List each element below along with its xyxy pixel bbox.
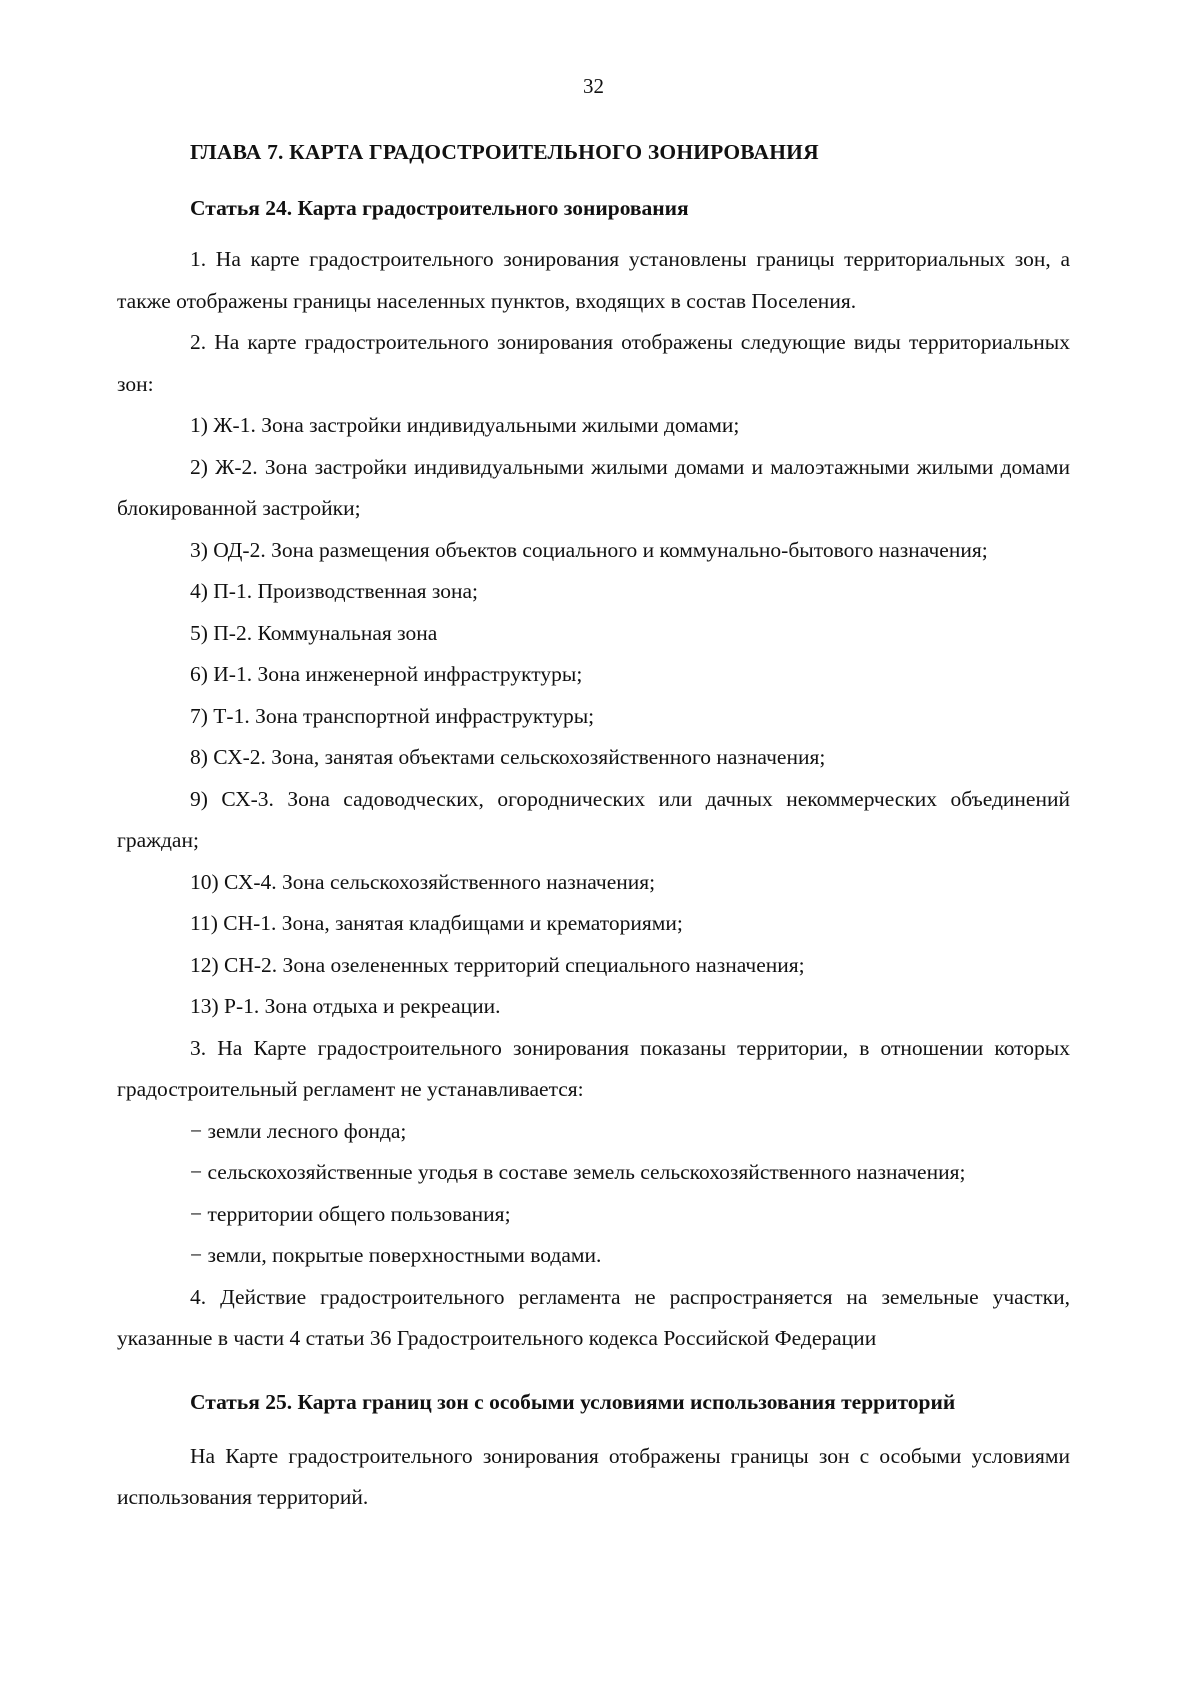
exempt-item: − земли лесного фонда;	[190, 1118, 407, 1143]
zone-item: 12) СН-2. Зона озелененных территорий специального назначения;	[190, 952, 805, 977]
page-number: 32	[583, 74, 604, 98]
zone-item: 6) И-1. Зона инженерной инфраструктуры;	[190, 662, 583, 686]
exempt-item: − земли, покрытые поверхностными водами.	[190, 1243, 602, 1267]
article-24-paragraph-1: 1. На карте градостроительного зонирования установлены границы территориальных зон, а также отображены границы населенных пунктов, входящих в состав Поселения.	[117, 247, 1070, 313]
zone-item: 7) Т-1. Зона транспортной инфраструктуры;	[190, 703, 595, 728]
article-25-body	[117, 1436, 1070, 1519]
chapter-title: ГЛАВА 7. КАРТА ГРАДОСТРОИТЕЛЬНОГО ЗОНИРОВАНИЯ	[190, 140, 819, 164]
zone-item: 10) СХ-4. Зона сельскохозяйственного назначения;	[190, 869, 656, 894]
zone-item: 3) ОД-2. Зона размещения объектов социального и коммунально-бытового назначения;	[190, 537, 988, 562]
exempt-list	[117, 1111, 1070, 1277]
zone-item: 13) Р-1. Зона отдыха и рекреации.	[190, 994, 501, 1018]
exempt-item: − территории общего пользования;	[190, 1201, 511, 1226]
zones-list	[117, 405, 1070, 1028]
article-24-body	[117, 239, 1070, 1360]
exempt-item: − сельскохозяйственные угодья в составе земель сельскохозяйственного назначения;	[190, 1160, 966, 1184]
zone-item: 5) П-2. Коммунальная зона	[190, 620, 438, 645]
zone-item: 11) СН-1. Зона, занятая кладбищами и крематориями;	[190, 911, 683, 935]
zone-item: 1) Ж-1. Зона застройки индивидуальными жилыми домами;	[190, 413, 740, 437]
article-25-paragraph: На Карте градостроительного зонирования отображены границы зон с особыми условиями использования территорий.	[117, 1443, 1070, 1509]
article-25-title: Статья 25. Карта границ зон с особыми условиями использования территорий	[190, 1389, 956, 1414]
article-24-paragraph-2: 2. На карте градостроительного зонирования отображены следующие виды территориальных зон:	[117, 330, 1070, 396]
article-24-paragraph-4: 4. Действие градостроительного регламента не распространяется на земельные участки, указанные в части 4 статьи 36 Градостроительного кодекса Российской Федерации	[117, 1284, 1070, 1350]
article-24-paragraph-3: 3. На Карте градостроительного зонирования показаны территории, в отношении которых градостроительный регламент не устанавливается:	[117, 1035, 1070, 1101]
zone-item: 2) Ж-2. Зона застройки индивидуальными жилыми домами и малоэтажными жилыми домами блокированной застройки;	[117, 454, 1070, 520]
zone-item: 8) СХ-2. Зона, занятая объектами сельскохозяйственного назначения;	[190, 745, 826, 769]
article-24-title: Статья 24. Карта градостроительного зонирования	[190, 196, 689, 220]
zone-item: 4) П-1. Производственная зона;	[190, 579, 479, 603]
zone-item: 9) СХ-3. Зона садоводческих, огороднических или дачных некоммерческих объединений граждан;	[117, 786, 1070, 852]
